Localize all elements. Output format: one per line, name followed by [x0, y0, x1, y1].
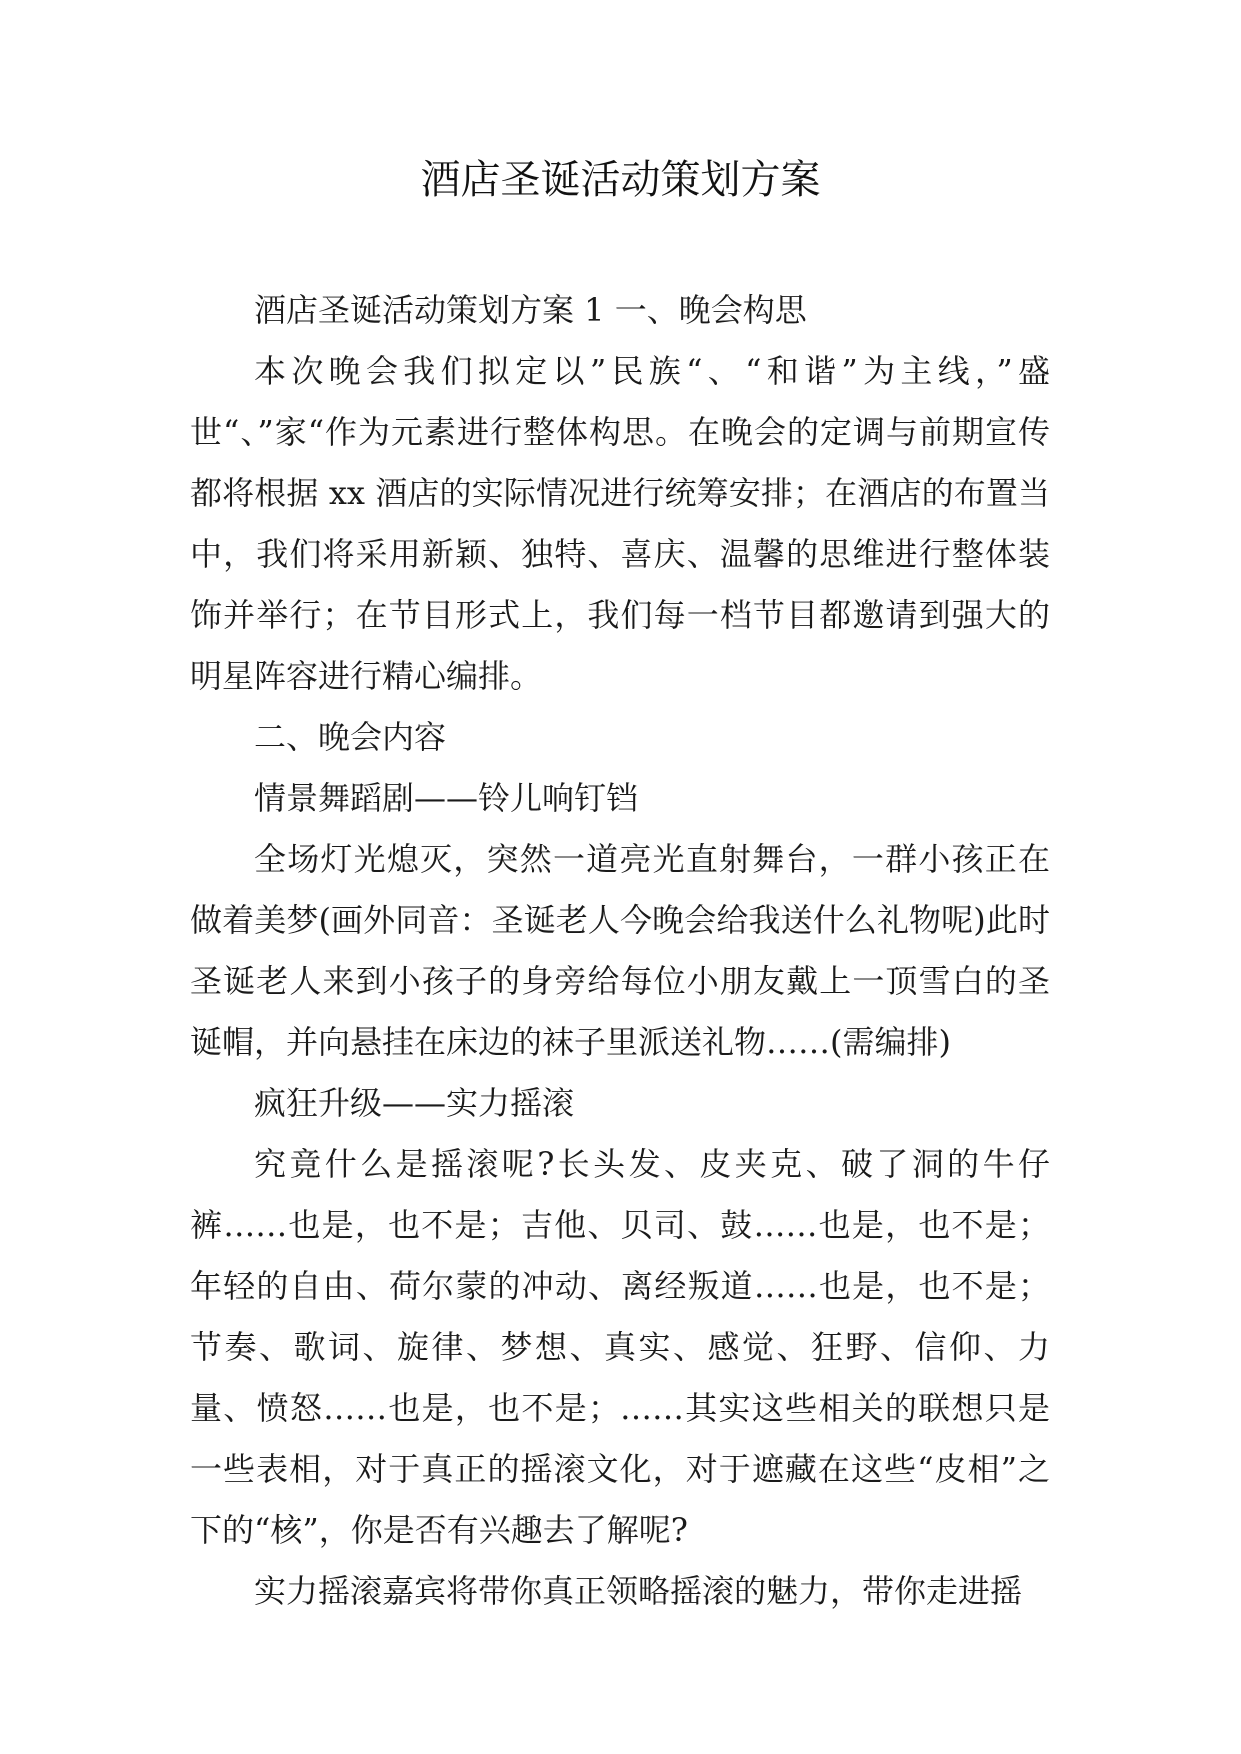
paragraph: 全场灯光熄灭，突然一道亮光直射舞台，一群小孩正在做着美梦(画外同音：圣诞老人今晚会给我送什么礼物呢)此时圣诞老人来到小孩子的身旁给每位小朋友戴上一顶雪白的圣诞帽，并向悬挂在床边的袜子里派送礼物……(需编排)	[190, 840, 1050, 1061]
paragraph: 酒店圣诞活动策划方案 1 一、晚会构思	[254, 291, 807, 329]
paragraph: 究竟什么是摇滚呢?长头发、皮夹克、破了洞的牛仔裤……也是，也不是；吉他、贝司、鼓……也是，也不是；年轻的自由、荷尔蒙的冲动、离经叛道……也是，也不是；节奏、歌词、旋律、梦想、真实、感觉、狂野、信仰、力量、愤怒……也是，也不是；……其实这些相关的联想只是一些表相，对于真正的摇滚文化，对于遮藏在这些“皮相”之下的“核”，你是否有兴趣去了解呢?	[190, 1145, 1050, 1549]
program-title: 情景舞蹈剧——铃儿响钉铛	[254, 779, 639, 817]
section-heading: 二、晚会内容	[254, 718, 447, 756]
paragraph: 实力摇滚嘉宾将带你真正领略摇滚的魅力，带你走进摇	[254, 1572, 1023, 1610]
document-title: 酒店圣诞活动策划方案	[420, 157, 821, 203]
paragraph: 本次晚会我们拟定以”民族“、“和谐”为主线，”盛世“、”家“作为元素进行整体构思。在晚会的定调与前期宣传都将根据 xx 酒店的实际情况进行统筹安排；在酒店的布置当中，我们将采用新颖、独特、喜庆、温馨的思维进行整体装饰并举行；在节目形式上，我们每一档节目都邀请到强大的明星阵容进行精心编排。	[190, 352, 1050, 695]
program-title: 疯狂升级——实力摇滚	[254, 1084, 575, 1122]
document-body	[190, 280, 1050, 1622]
